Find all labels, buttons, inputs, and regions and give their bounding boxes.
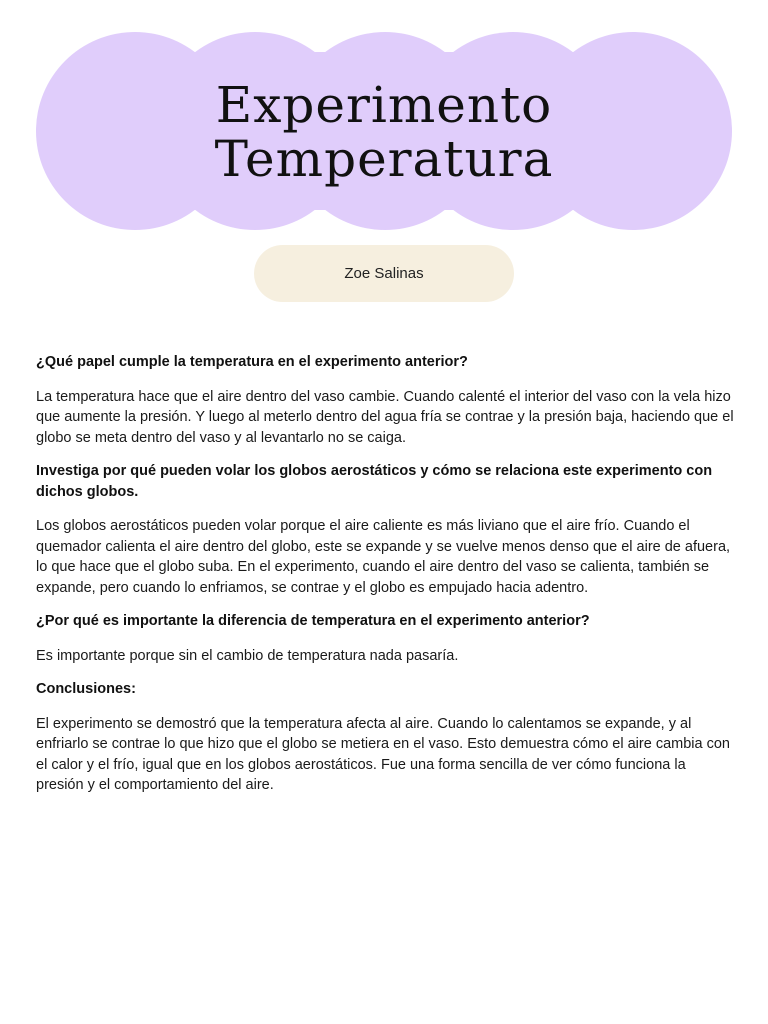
title-line-1: Experimento bbox=[215, 76, 553, 134]
answer-1: La temperatura hace que el aire dentro del vaso cambie. Cuando calenté el interior del vaso con la vela hizo que aumente la presión. Y luego al meterlo dentro del agua fría se contrae y la presión baja, haciendo que el globo se meta dentro del vaso y al levantarlo no se caiga. bbox=[36, 388, 734, 446]
question-3: ¿Por qué es importante la diferencia de temperatura en el experimento anterior? bbox=[36, 613, 590, 629]
answer-2: Los globos aerostáticos pueden volar porque el aire caliente es más liviano que el aire frío. Cuando el quemador calienta el aire dentro del globo, este se expande y se vuelve menos denso que el aire de afuera, lo que hace que el globo suba. En el experimento, cuando el aire dentro del vaso se calienta, también se expande, pero cuando lo enfriamos, se contrae y el globo es empujado hacia adentro. bbox=[36, 518, 731, 596]
question-1: ¿Qué papel cumple la temperatura en el experimento anterior? bbox=[36, 354, 468, 370]
document-body bbox=[36, 352, 736, 809]
title-line-2: Temperatura bbox=[214, 130, 554, 188]
answer-3: Es importante porque sin el cambio de temperatura nada pasaría. bbox=[36, 647, 459, 664]
author-name: Zoe Salinas bbox=[344, 265, 424, 282]
conclusions-text: El experimento se demostró que la temperatura afecta al aire. Cuando lo calentamos se expande, y al enfriarlo se contrae lo que hizo que el globo se metiera en el vaso. Esto demuestra cómo el aire cambia con el calor y el frío, igual que en los globos aerostáticos. Fue una forma sencilla de ver cómo funciona la presión y el comportamiento del aire. bbox=[36, 715, 730, 793]
author-badge bbox=[254, 245, 514, 302]
page-title bbox=[0, 78, 768, 186]
conclusions-heading: Conclusiones: bbox=[36, 681, 136, 697]
question-2: Investiga por qué pueden volar los globos aerostáticos y cómo se relaciona este experimento con dichos globos. bbox=[36, 463, 713, 500]
